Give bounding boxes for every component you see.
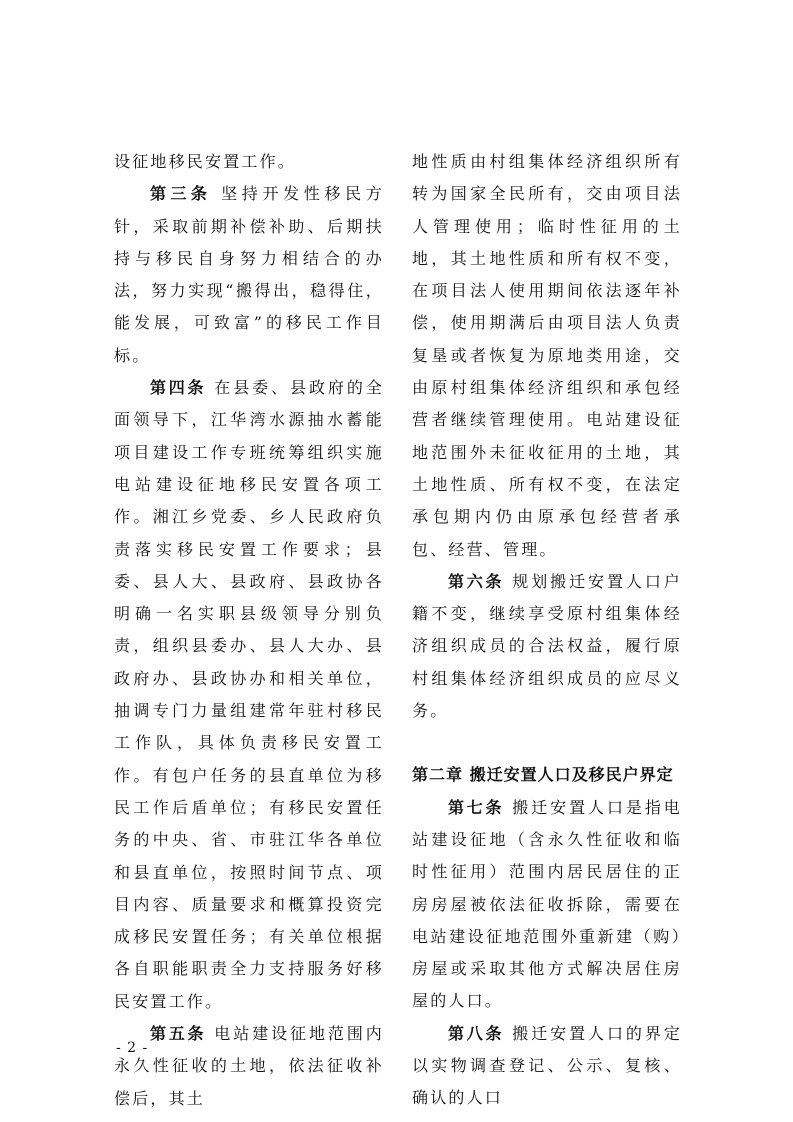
paragraph-text: 设征地移民安置工作。 bbox=[114, 152, 297, 171]
right-column bbox=[412, 146, 682, 1115]
article-label: 第八条 bbox=[448, 1023, 505, 1043]
article-7 bbox=[412, 792, 682, 1018]
article-5 bbox=[114, 1018, 384, 1115]
article-label: 第六条 bbox=[448, 571, 505, 591]
article-6 bbox=[412, 566, 682, 727]
paragraph-continued bbox=[114, 146, 384, 178]
article-label: 第七条 bbox=[448, 797, 505, 817]
article-3 bbox=[114, 178, 384, 372]
article-4 bbox=[114, 372, 384, 1018]
article-text: 规划搬迁安置人口户籍不变，继续享受原村组集体经济组织成员的合法权益，履行原村组集体经济组织成员的应尽义务。 bbox=[412, 571, 682, 721]
article-label: 第五条 bbox=[150, 1024, 207, 1044]
article-text: 坚持开发性移民方针，采取前期补偿补助、后期扶持与移民自身努力相结合的办法，努力实现“搬得出，稳得住，能发展，可致富”的移民工作目标。 bbox=[114, 184, 384, 365]
left-column bbox=[114, 146, 384, 1115]
article-text: 在县委、县政府的全面领导下，江华湾水源抽水蓄能项目建设工作专班统筹组织实施电站建设征地移民安置各项工作。湘江乡党委、乡人民政府负责落实移民安置工作要求；县委、县人大、县政府、县政协各明确一名实职县级领导分别负责，组织县委办、县人大办、县政府办、县政协办和相关单位，抽调专门力量组建常年驻村移民工作队，具体负责移民安置工作。有包户任务的县直单位为移民工作后盾单位；有移民安置任务的中央、省、市驻江华各单位和县直单位，按照时间节点、项目内容、质量要求和概算投资完成移民安置任务；有关单位根据各自职能职责全力支持服务好移民安置工作。 bbox=[114, 378, 384, 1011]
article-text: 电站建设征地范围内永久性征收的土地，依法征收补偿后，其土 bbox=[114, 1024, 384, 1108]
article-text: 搬迁安置人口的界定以实物调查登记、公示、复核、确认的人口 bbox=[412, 1023, 682, 1108]
article-label: 第四条 bbox=[150, 378, 207, 398]
paragraph-continued bbox=[412, 146, 682, 566]
paragraph-text: 地性质由村组集体经济组织所有转为国家全民所有，交由项目法人管理使用；临时性征用的土地，其土地性质和所有权不变，在项目法人使用期间依法逐年补偿，使用期满后由项目法人负责复垦或者恢复为原地类用途，交由原村组集体经济组织和承包经营者继续管理使用。电站建设征地范围外未征收征用的土地，其土地性质、所有权不变，在法定承包期内仍由原承包经营者承包、经营、管理。 bbox=[412, 152, 682, 559]
article-text: 搬迁安置人口是指电站建设征地（含永久性征收和临时性征用）范围内居民居住的正房房屋被依法征收拆除，需要在电站建设征地范围外重新建（购）房屋或采取其他方式解决居住房屋的人口。 bbox=[412, 797, 682, 1011]
section-spacer bbox=[412, 727, 682, 759]
article-label: 第三条 bbox=[150, 184, 212, 204]
page-number: - 2 - bbox=[116, 1040, 149, 1056]
chapter-heading: 第二章 搬迁安置人口及移民户界定 bbox=[412, 765, 674, 785]
article-8 bbox=[412, 1018, 682, 1115]
